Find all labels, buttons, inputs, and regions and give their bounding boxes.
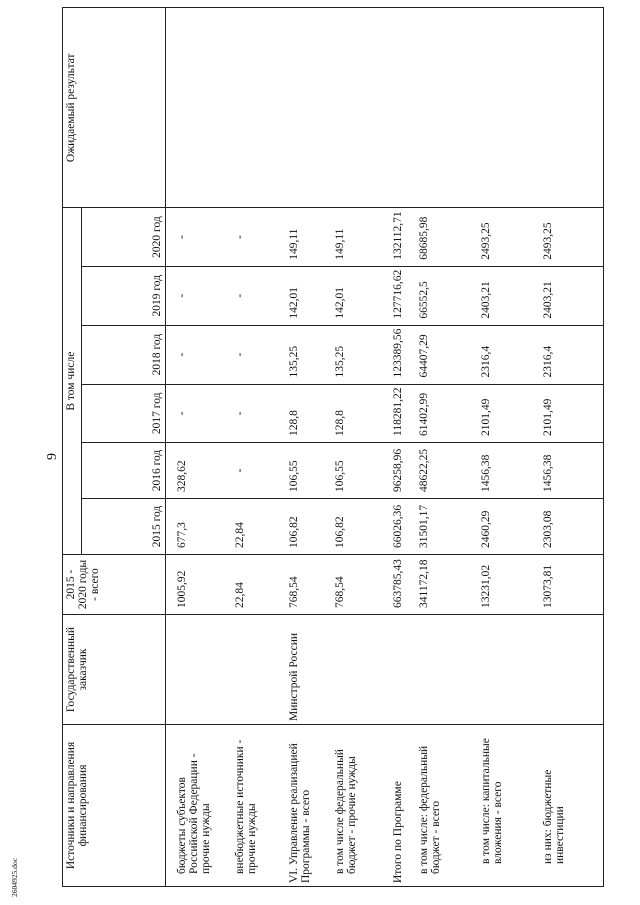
table-row	[384, 8, 414, 887]
table-row	[330, 8, 384, 887]
header-year: 2018 год	[82, 325, 166, 384]
row-customer	[330, 615, 384, 725]
row-year-value: 2316,4	[538, 325, 604, 384]
row-label: бюджеты субъектов Российской Федерации - прочие нужды	[166, 725, 230, 887]
financing-table	[62, 7, 604, 887]
row-year-value: 31501,17	[414, 499, 476, 555]
row-customer	[384, 615, 414, 725]
row-year-value: -	[230, 384, 284, 442]
row-year-value: 106,82	[330, 499, 384, 555]
row-year-value: 135,25	[330, 325, 384, 384]
row-year-value: 128,8	[284, 384, 330, 442]
row-year-value: 149,11	[330, 208, 384, 266]
row-label: в том числе федеральный бюджет - прочие нужды	[330, 725, 384, 887]
header-group: В том числе	[63, 208, 82, 555]
row-year-value: 2101,49	[476, 384, 538, 442]
row-customer	[538, 615, 604, 725]
row-year-value: 1456,38	[538, 443, 604, 499]
table-row	[230, 8, 284, 887]
table-row	[414, 8, 476, 887]
header-sources: Источники и направления финансирования	[63, 725, 166, 887]
row-year-value: -	[166, 208, 230, 266]
row-year-value: -	[230, 443, 284, 499]
row-label: VI. Управление реализацией Программы - всего	[284, 725, 330, 887]
header-total: 2015 - 2020 годы - всего	[63, 555, 166, 615]
table-row	[284, 8, 330, 887]
row-year-value: 61402,99	[414, 384, 476, 442]
row-year-value: 66026,36	[384, 499, 414, 555]
row-customer: Минстрой России	[284, 615, 330, 725]
row-label: в том числе: федеральный бюджет - всего	[414, 725, 476, 887]
row-total: 663785,43	[384, 555, 414, 615]
row-year-value: 135,25	[284, 325, 330, 384]
row-total: 1005,92	[166, 555, 230, 615]
row-year-value: 64407,29	[414, 325, 476, 384]
table-row	[538, 8, 604, 887]
row-year-value: 2303,08	[538, 499, 604, 555]
row-customer	[414, 615, 476, 725]
row-year-value: -	[166, 266, 230, 325]
row-label: Итого по Программе	[384, 725, 414, 887]
row-year-value: 118281,22	[384, 384, 414, 442]
header-result: Ожидаемый результат	[63, 8, 166, 208]
row-year-value: 22,84	[230, 499, 284, 555]
row-year-value: 128,8	[330, 384, 384, 442]
row-year-value: 2460,29	[476, 499, 538, 555]
row-total: 22,84	[230, 555, 284, 615]
row-year-value: 142,01	[330, 266, 384, 325]
row-customer	[476, 615, 538, 725]
row-result	[476, 8, 538, 208]
row-label: из них: бюджетные инвестиции	[538, 725, 604, 887]
row-result	[384, 8, 414, 208]
row-year-value: -	[166, 325, 230, 384]
row-year-value: 328,62	[166, 443, 230, 499]
header-row	[63, 8, 82, 887]
row-result	[330, 8, 384, 208]
row-label: внебюджетные источники - прочие нужды	[230, 725, 284, 887]
row-year-value: 123389,56	[384, 325, 414, 384]
row-year-value: 132112,71	[384, 208, 414, 266]
row-year-value: 106,82	[284, 499, 330, 555]
row-customer	[230, 615, 284, 725]
row-year-value: 106,55	[284, 443, 330, 499]
row-customer	[166, 615, 230, 725]
row-year-value: 2316,4	[476, 325, 538, 384]
header-year: 2019 год	[82, 266, 166, 325]
row-year-value: 2493,25	[476, 208, 538, 266]
row-year-value: 127716,62	[384, 266, 414, 325]
row-year-value: 2493,25	[538, 208, 604, 266]
row-total: 768,54	[330, 555, 384, 615]
row-year-value: -	[166, 384, 230, 442]
row-result	[166, 8, 230, 208]
row-year-value: 2403,21	[538, 266, 604, 325]
row-year-value: 68685,98	[414, 208, 476, 266]
row-total: 13073,81	[538, 555, 604, 615]
row-year-value: -	[230, 266, 284, 325]
row-result	[414, 8, 476, 208]
row-year-value: 48622,25	[414, 443, 476, 499]
row-result	[538, 8, 604, 208]
file-code: 2604925.doc	[10, 858, 19, 897]
row-year-value: 142,01	[284, 266, 330, 325]
table-row	[476, 8, 538, 887]
header-year: 2016 год	[82, 443, 166, 499]
row-year-value: 66552,5	[414, 266, 476, 325]
row-year-value: 149,11	[284, 208, 330, 266]
row-total: 768,54	[284, 555, 330, 615]
header-year: 2015 год	[82, 499, 166, 555]
row-year-value: 2403,21	[476, 266, 538, 325]
row-total: 13231,02	[476, 555, 538, 615]
row-year-value: -	[230, 325, 284, 384]
row-label: в том числе: капитальные вложения - всего	[476, 725, 538, 887]
table-row	[166, 8, 230, 887]
header-customer: Государственный заказчик	[63, 615, 166, 725]
page-number: 9	[45, 453, 60, 460]
row-result	[284, 8, 330, 208]
row-year-value: 1456,38	[476, 443, 538, 499]
row-year-value: 677,3	[166, 499, 230, 555]
row-total: 341172,18	[414, 555, 476, 615]
header-year: 2017 год	[82, 384, 166, 442]
row-year-value: 106,55	[330, 443, 384, 499]
row-year-value: 2101,49	[538, 384, 604, 442]
header-year: 2020 год	[82, 208, 166, 266]
row-year-value: -	[230, 208, 284, 266]
row-result	[230, 8, 284, 208]
row-year-value: 96258,96	[384, 443, 414, 499]
